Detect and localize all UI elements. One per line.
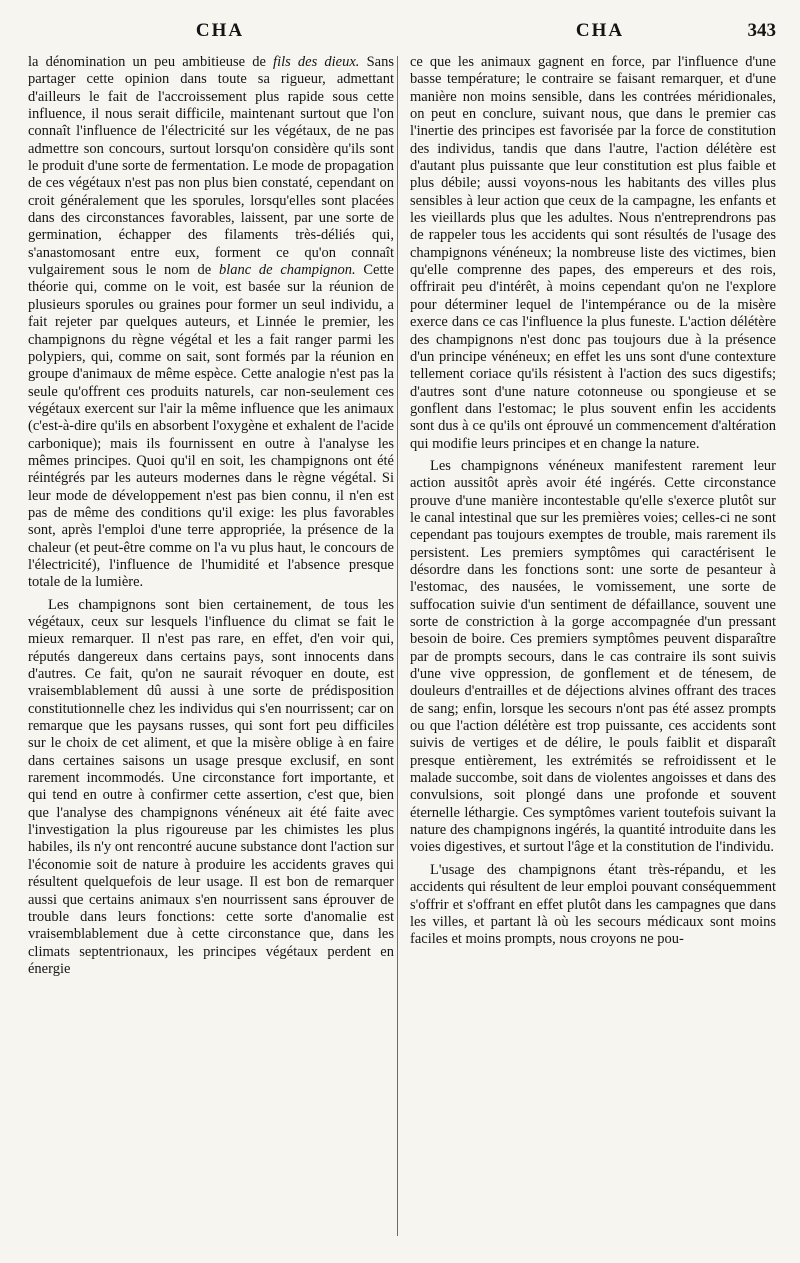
left-running-head: CHA — [195, 20, 245, 41]
text-run: Sans partager cette opinion dans toute sa rigueur, admettant d'ailleurs le fait de l'accroissement plus rapide sous cette influence, il nous serait difficile, maintenant surtout que l'on connaît l'influence de l'électricité sur les végétaux, de ne pas admettre son concours, surtout lorsqu'on considère qu'ils sont le produit d'une sorte de fermentation. Le mode de propagation de ces végétaux n'est pas non plus bien constaté, cependant on croit généralement que les sporules, lorsqu'elles sont placées dans des circonstances favorables, laissent, par une sorte de germination, échapper des filaments très-déliés qui, s'anastomosant entre eux, forment ce qu'on connaît vulgairement sous le nom de — [28, 54, 394, 279]
left-column — [28, 54, 394, 978]
text-run: Cette théorie qui, comme on le voit, est basée sur la réunion de plusieurs sporules ou graines pour former un seul individu, a fait rejeter par quelques auteurs, et Linnée le premier, les champignons du règne végétal et les a fait ranger parmi les polypiers, qui, comme on sait, sont formés par la réunion en groupe d'animaux de même espèce. Cette analogie n'est pas la seule qu'offrent ces produits naturels, car non-seulement ces végétaux exercent sur l'air la même influence que les animaux (c'est-à-dire qu'ils en absorbent l'oxygène et exhalent de l'acide carbonique); mais ils fournissent en outre à l'analyse les mêmes principes. Quoi qu'il en soit, les champignons ont été réintégrés par les auteurs modernes dans le règne végétal. Si leur mode de développement n'est pas bien connu, il n'en est pas de même des conditions qu'il exige: les plus favorables sont, après l'emploi d'une terre appropriée, la présence de la chaleur (et peut-être comme on l'a vu plus haut, le concours de l'électricité), l'influence de l'humidité et l'absence presque totale de la lumière. — [28, 262, 394, 591]
page-number: 343 — [747, 20, 776, 41]
paragraph: Les champignons vénéneux manifestent rarement leur action aussitôt après avoir été ingérés. Cette circonstance prouve d'une manière incontestable qu'elle s'exerce plutôt sur le canal intestinal que sur les premières voies; celles-ci ne sont cependant pas toujours exemptes de trouble, mais rarement ils persistent. Les premiers symptômes qui caractérisent le désordre dans les fonctions sont: une sorte de pesanteur à l'estomac, des nausées, le vomissement, une sorte de suffocation suivie d'un sentiment de défaillance, souvent une sorte de constriction à la gorge accompagnée d'un pressant besoin de boire. Ces premiers symptômes peuvent disparaître par de prompts secours, dans le cas contraire ils sont suivis d'une vive oppression, de gonflement et de ténesem, de douleurs d'entrailles et de déjections alvines offrant des traces de sang; enfin, lorsque les secours n'ont pas été assez prompts ou que l'action délétère est trop puissante, ces accidents sont suivis de vertiges et de délire, le pouls faiblit et disparaît presque entièrement, les extrémités se refroidissent et le malade succombe, soit dans de violentes angoisses et dans des convulsions, soit plongé dans une profonde et souvent éternelle léthargie. Ces symptômes varient toutefois suivant la nature des champignons ingérés, la quantité introduite dans les voies digestives, et surtout l'âge et la constitution de l'individu. — [410, 457, 776, 856]
paragraph — [28, 54, 394, 592]
paragraph: Les champignons sont bien certainement, de tous les végétaux, ceux sur lesquels l'influence du climat se fait le mieux remarquer. Il n'est pas rare, en effet, d'en voir qui, réputés dangereux dans certains pays, sont innocents dans d'autres. Ce fait, qu'on ne saurait révoquer en doute, est vraisemblablement dû aussi à une sorte de prédisposition constitutionnelle chez les individus qui s'en nourrissent; car on remarque que les paysans russes, qui sont fort peu difficiles sur le choix de cet aliment, et que la misère oblige à en faire dans certaines saisons un usage presque exclusif, en sont rarement incommodés. Une circonstance fort importante, et qui tend en outre à confirmer cette assertion, c'est que, bien que l'analyse des champignons vénéneux ait été faite avec l'investigation la plus rigoureuse par les chimistes les plus habiles, ils n'y ont rencontré aucune substance dont l'action sur l'économie soit de nature à produire les accidents graves qui résultent quelquefois de leur usage. Il est bon de remarquer aussi que certains animaux s'en nourrissent sans éprouver de trouble dans leurs fonctions: cette sorte d'anomalie est vraisemblablement due à cette circonstance que, dans les climats septentrionaux, les principes végétaux perdent en énergie — [28, 596, 394, 977]
right-running-head: CHA — [575, 20, 625, 41]
italic-term: fils des dieux. — [273, 54, 360, 70]
paragraph: ce que les animaux gagnent en force, par l'influence d'une basse température; le contraire se faisant remarquer, et d'une manière non moins sensible, dans les contrées méridionales, on peut en conclure, suivant nous, que dans le premier cas l'inertie des principes est favorisée par la force de constitution des individus, tandis que dans l'autre, l'action délétère est d'autant plus puissante que leur constitution est plus faible et plus débile; aussi voyons-nous les habitants des villes plus sensibles à leur action que ceux de la campagne, les enfants et les vieillards plus que les adultes. Nous n'entreprendrons pas de rappeler tous les accidents qui sont résultés de l'usage des champignons vénéneux; la nombreuse liste des victimes, bien qu'elle comprenne des papes, des empereurs et des rois, offrirait peu d'intérêt, à moins cependant qu'on ne l'explore pour déterminer lequel de l'intempérance ou de la misère exerce dans ce cas l'influence la plus funeste. L'action délétère des champignons n'est donc pas toujours due à la présence d'un principe vénéneux; en effet les uns sont d'une contexture tellement coriace qu'ils résistent à l'action des sucs digestifs; d'autres sont d'une nature cotonneuse ou spongieuse et se gonflent dans l'estomac; le plus souvent enfin les accidents sont dus à ce qu'ils ont éprouvé un commencement d'altération qui modifie leurs principes et en change la nature. — [410, 54, 776, 452]
paragraph: L'usage des champignons étant très-répandu, et les accidents qui résultent de leur emploi pouvant conséquemment s'offrir et s'offrant en effet plutôt dans les campagnes que dans les villes, et partant là où les secours médicaux sont moins faciles et moins prompts, nous croyons ne pou- — [410, 861, 776, 948]
running-header — [0, 20, 800, 50]
column-divider — [397, 56, 398, 1236]
right-column — [410, 54, 776, 949]
text-run: la dénomination un peu ambitieuse de — [28, 54, 274, 70]
italic-term: blanc de champignon. — [218, 262, 356, 279]
